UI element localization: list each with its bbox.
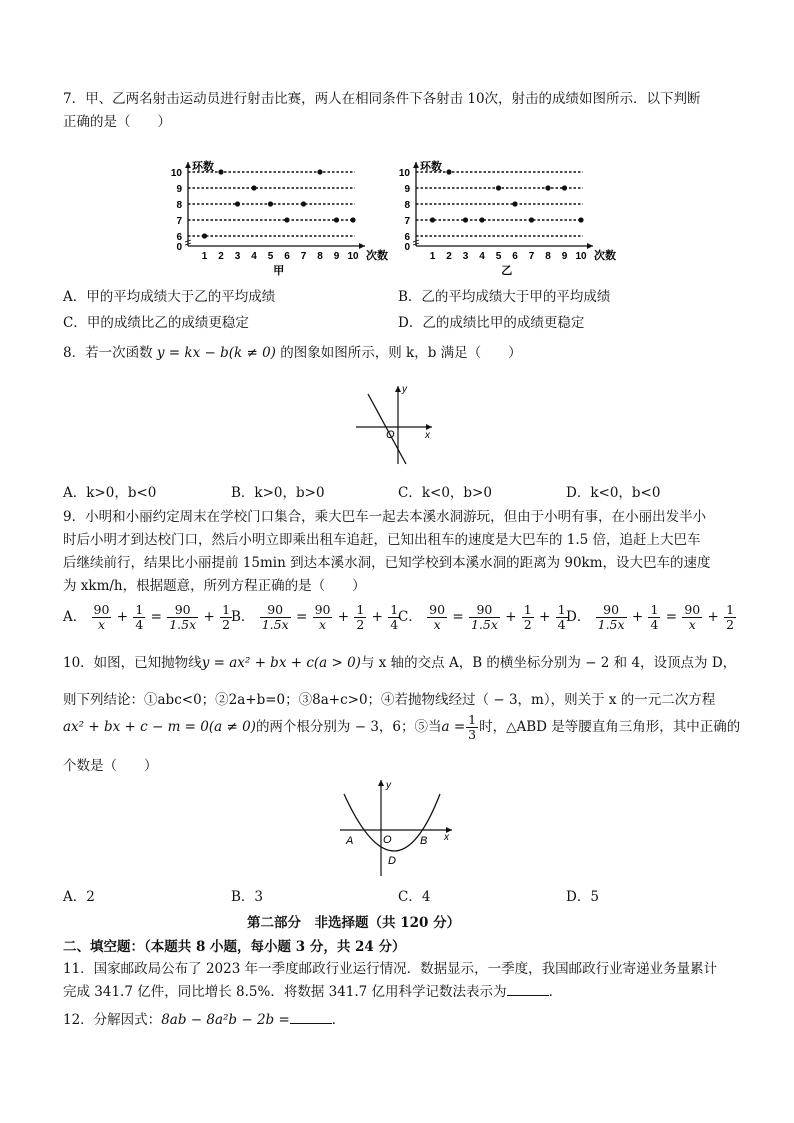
q10-option-d[interactable]: D．5 (566, 889, 599, 905)
fraction: $\frac{1}{4}$ (650, 602, 659, 632)
q10-graph (336, 776, 456, 880)
y-axis-arrow (185, 162, 191, 168)
y-tick-label: 0 (176, 242, 182, 253)
x-tick-label: 6 (512, 251, 518, 262)
q8-origin-label: O (386, 429, 395, 441)
q12-stem: 12．分解因式：8ab − 8a²b − 2b = ． (63, 1012, 346, 1028)
data-point (235, 201, 240, 206)
data-point (301, 201, 306, 206)
x-tick-label: 6 (284, 251, 290, 262)
x-tick-label: 3 (234, 251, 241, 262)
fraction: $\frac{1}{4}$ (390, 602, 399, 632)
y-tick-label: 0 (404, 242, 410, 253)
fraction: $\frac{90}{1.5x}$ (470, 602, 498, 632)
q7-option-a[interactable]: A．甲的平均成绩大于乙的平均成绩 (63, 289, 276, 305)
x-tick-label: 7 (528, 251, 535, 262)
data-point (479, 217, 484, 222)
data-point (268, 201, 273, 206)
y-tick-label: 6 (404, 232, 410, 243)
q10-line2: 则下列结论：①abc<0；②2a+b=0；③8a+c>0；④若抛物线经过（ − 3，m），则关于 x 的一元二次方程 (63, 692, 716, 708)
data-point (350, 217, 355, 222)
q7-line2: 正确的是（ ） (63, 114, 171, 130)
data-point (202, 233, 207, 238)
q8-option-d[interactable]: D．k<0，b<0 (566, 485, 661, 501)
fraction: $\frac{1}{4}$ (557, 602, 566, 632)
q11-line1: 11．国家邮政局公布了 2023 年一季度邮政行业运行情况．数据显示，一季度，我国邮政行业寄递业务量累计 (63, 961, 718, 977)
q9-line2: 时后小明才到达校门口，然后小明立即乘出租车追赶，已知出租车的速度是大巴车的 1.5 倍，追赶上大巴车 (63, 532, 701, 548)
x-axis-label: 次数 (366, 250, 388, 262)
x-tick-label: 4 (479, 251, 485, 262)
q10-x-label: x (444, 832, 449, 843)
q10-line3: ax² + bx + c − m = 0(a ≠ 0)的两个根分别为 − 3，6；⑤当a = $\frac{1}{3}$ 时，△ABD 是等腰直角三角形，其中正确的 (63, 712, 741, 742)
q7-option-c[interactable]: C．甲的成绩比乙的成绩更稳定 (63, 315, 249, 331)
q8-option-a[interactable]: A．k>0，b<0 (63, 485, 157, 501)
q12-answer-blank[interactable] (290, 1011, 332, 1024)
q9-line4: 为 xkm/h，根据题意，所列方程正确的是（ ） (63, 578, 366, 594)
x-tick-label: 9 (333, 251, 340, 262)
fraction: $\frac{90}{1.5x}$ (169, 602, 197, 632)
q11-line2: 完成 341.7 亿件，同比增长 8.5%．将数据 341.7 亿用科学记数法表示为 ． (63, 984, 563, 1000)
q10-option-c[interactable]: C．4 (398, 889, 431, 905)
x-axis-arrow (587, 243, 593, 249)
fraction: $\frac{1}{3}$ (468, 712, 477, 742)
y-axis-label: 环数 (420, 161, 442, 173)
fraction: $\frac{90}{1.5x}$ (261, 602, 289, 632)
data-point (218, 169, 223, 174)
x-tick-label: 2 (218, 251, 224, 262)
fraction: $\frac{90}{x}$ (314, 602, 331, 632)
fraction: $\frac{90}{1.5x}$ (597, 602, 625, 632)
y-tick-label: 9 (404, 184, 410, 195)
fraction: $\frac{1}{2}$ (222, 602, 231, 632)
q8-formula: y = kx − b(k ≠ 0) (156, 345, 276, 361)
q10-option-b[interactable]: B．3 (231, 889, 264, 905)
q8-y-arrow (395, 386, 401, 392)
q8-text-pre: 8．若一次函数 (63, 345, 153, 361)
data-point (430, 217, 435, 222)
data-point (317, 169, 322, 174)
fraction: $\frac{90}{x}$ (429, 602, 446, 632)
x-axis-arrow (359, 243, 365, 249)
q9-option-c[interactable]: C． $\frac{90}{x}$ = $\frac{90}{1.5x}$ + $\frac{1}{2}$ + $\frac{1}{4}$ (398, 602, 566, 632)
x-tick-label: 5 (267, 251, 274, 262)
data-point (562, 185, 567, 190)
x-axis-label: 次数 (594, 250, 616, 262)
q9-option-d[interactable]: D． $\frac{90}{1.5x}$ + $\frac{1}{4}$ = $\frac{90}{x}$ + $\frac{1}{2}$ (566, 602, 735, 632)
q7-option-b[interactable]: B．乙的平均成绩大于甲的平均成绩 (398, 289, 611, 305)
q8-y-label: y (402, 384, 407, 395)
fraction: $\frac{1}{4}$ (135, 602, 144, 632)
q7-line1: 7．甲、乙两名射击运动员进行射击比赛，两人在相同条件下各射击 10次，射击的成绩如图所示．以下判断 (63, 91, 701, 107)
q8-stem (63, 342, 522, 365)
data-point (545, 185, 550, 190)
q7-option-d[interactable]: D．乙的成绩比甲的成绩更稳定 (398, 315, 585, 331)
q10-b-label: B (420, 835, 428, 847)
x-tick-label: 5 (495, 251, 502, 262)
x-tick-label: 1 (201, 251, 208, 262)
fraction: $\frac{1}{2}$ (356, 602, 365, 632)
q10-line4: 个数是（ ） (63, 758, 158, 774)
q10-y-arrow (378, 780, 384, 786)
y-tick-label: 8 (404, 200, 410, 211)
chart-title: 甲 (273, 265, 285, 277)
x-tick-label: 2 (446, 251, 452, 262)
x-tick-label: 8 (545, 251, 551, 262)
q8-x-label: x (425, 430, 430, 441)
q9-line1: 9．小明和小丽约定周末在学校门口集合，乘大巴车一起去本溪水洞游玩，但由于小明有事，在小丽出发半小 (63, 509, 707, 525)
q8-option-c[interactable]: C．k<0，b>0 (398, 485, 492, 501)
y-tick-label: 10 (398, 168, 410, 179)
data-point (446, 169, 451, 174)
q11-answer-blank[interactable] (507, 983, 549, 996)
y-tick-label: 8 (176, 200, 182, 211)
q10-line1: 10．如图，已知抛物线y = ax² + bx + c(a > 0)与 x 轴的交点 A，B 的横坐标分别为 − 2 和 4，设顶点为 D， (63, 655, 737, 671)
data-point (251, 185, 256, 190)
data-point (512, 201, 517, 206)
x-tick-label: 7 (300, 251, 307, 262)
q11-stem (63, 958, 717, 1004)
data-point (334, 217, 339, 222)
fraction: $\frac{90}{x}$ (93, 602, 110, 632)
q10-option-a[interactable]: A．2 (63, 889, 95, 905)
q9-line3: 后继续前行，结果比小丽提前 15min 到达本溪水洞，已知学校到本溪水洞的距离为 90km，设大巴车的速度 (63, 555, 711, 571)
q9-option-b[interactable]: B． $\frac{90}{1.5x}$ = $\frac{90}{x}$ + $\frac{1}{2}$ + $\frac{1}{4}$ (231, 602, 399, 632)
data-point (529, 217, 534, 222)
q7-stem (63, 88, 701, 134)
x-tick-label: 1 (429, 251, 436, 262)
y-axis-arrow (413, 162, 419, 168)
x-tick-label: 10 (347, 251, 359, 262)
data-point (284, 217, 289, 222)
q10-y-label: y (386, 780, 391, 791)
fraction: $\frac{1}{2}$ (726, 602, 735, 632)
x-tick-label: 4 (251, 251, 257, 262)
y-tick-label: 7 (404, 216, 410, 227)
data-point (463, 217, 468, 222)
section-heading: 二、填空题：（本题共 8 小题，每小题 3 分，共 24 分） (63, 939, 406, 955)
y-tick-label: 10 (170, 168, 182, 179)
q10-a-label: A (346, 835, 354, 847)
q9-option-a[interactable]: A． $\frac{90}{x}$ + $\frac{1}{4}$ = $\frac{90}{1.5x}$ + $\frac{1}{2}$ (63, 602, 231, 632)
data-point (496, 185, 501, 190)
x-tick-label: 8 (317, 251, 323, 262)
x-tick-label: 9 (561, 251, 568, 262)
chart-yi (396, 150, 636, 278)
chart-jia (168, 150, 388, 278)
q10-d-label: D (388, 855, 396, 867)
y-tick-label: 9 (176, 184, 182, 195)
data-point (578, 217, 583, 222)
part2-heading: 第二部分 非选择题（共 120 分） (247, 915, 461, 931)
q9-stem (63, 506, 711, 598)
y-axis-label: 环数 (192, 161, 214, 173)
fraction: $\frac{90}{x}$ (684, 602, 701, 632)
q8-graph (352, 380, 436, 468)
q8-option-b[interactable]: B．k>0，b>0 (231, 485, 325, 501)
y-tick-label: 7 (176, 216, 182, 227)
y-tick-label: 6 (176, 232, 182, 243)
x-tick-label: 3 (462, 251, 469, 262)
q10-o-label: O (383, 834, 392, 846)
chart-title: 乙 (501, 265, 513, 277)
q8-text-post: 的图象如图所示，则 k，b 满足（ ） (280, 345, 522, 361)
x-tick-label: 10 (575, 251, 587, 262)
fraction: $\frac{1}{2}$ (523, 602, 532, 632)
